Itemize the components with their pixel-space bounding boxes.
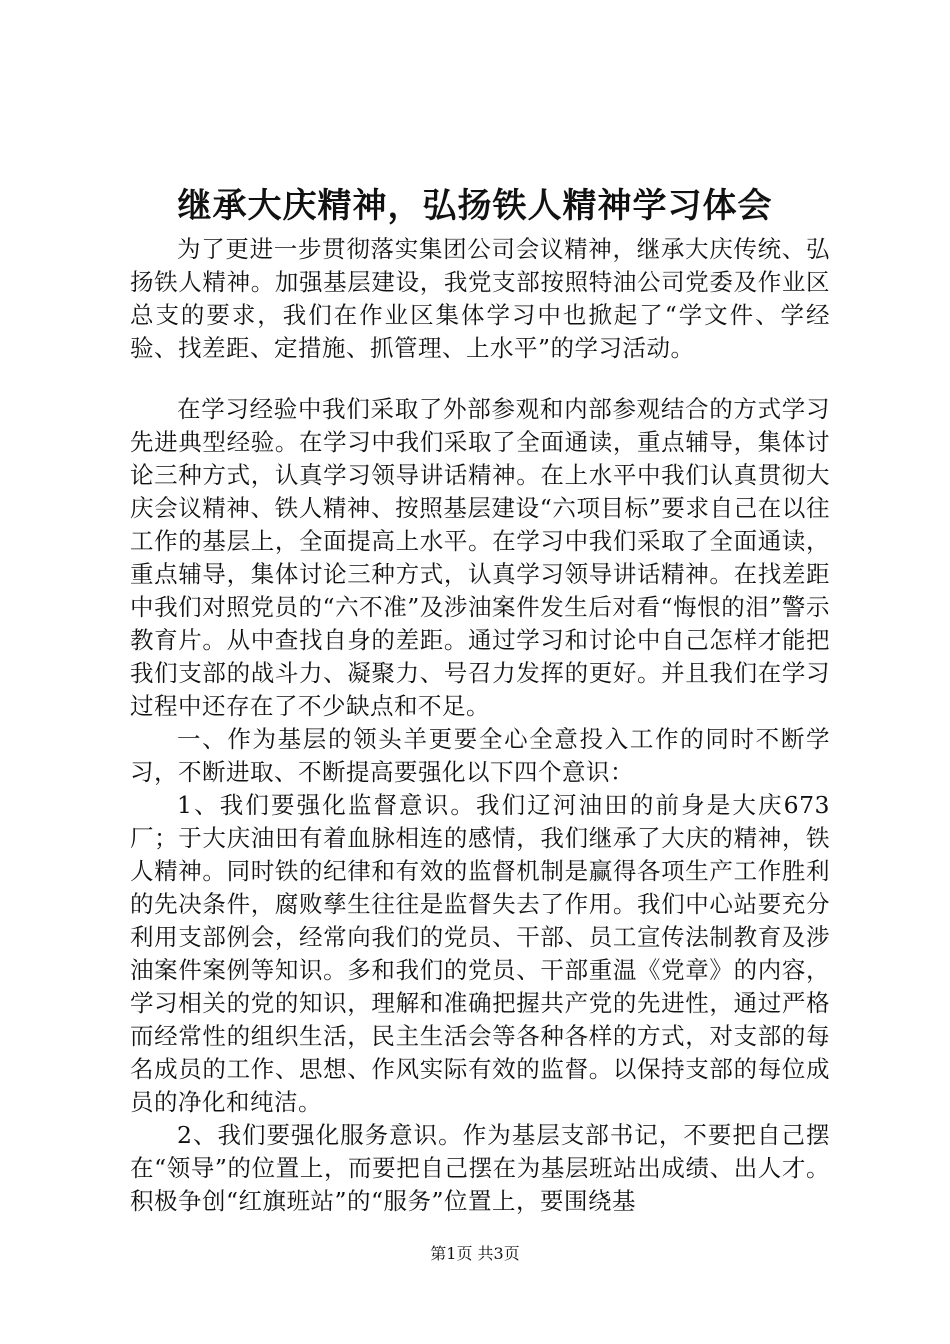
document-body [130, 233, 830, 1218]
paragraph-intro: 为了更进一步贯彻落实集团公司会议精神，继承大庆传统、弘扬铁人精神。加强基层建设，我党支部按照特油公司党委及作业区总支的要求，我们在作业区集体学习中也掀起了“学文件、学经验、找差距、定措施、抓管理、上水平”的学习活动。 [130, 235, 830, 362]
paragraph-section-one: 一、作为基层的领头羊更要全心全意投入工作的同时不断学习，不断进取、不断提高要强化以下四个意识： [130, 725, 830, 786]
paragraph-learning: 在学习经验中我们采取了外部参观和内部参观结合的方式学习先进典型经验。在学习中我们采取了全面通读，重点辅导，集体讨论三种方式，认真学习领导讲话精神。在上水平中我们认真贯彻大庆会议精神、铁人精神、按照基层建设“六项目标”要求自己在以往工作的基层上，全面提高上水平。在学习中我们采取了全面通读，重点辅导，集体讨论三种方式，认真学习领导讲话精神。在找差距中我们对照党员的“六不准”及涉油案件发生后对看“悔恨的泪”警示教育片。从中查找自身的差距。通过学习和讨论中自己怎样才能把我们支部的战斗力、凝聚力、号召力发挥的更好。并且我们在学习过程中还存在了不少缺点和不足。 [130, 395, 830, 720]
paragraph-supervision: 1、我们要强化监督意识。我们辽河油田的前身是大庆673厂；于大庆油田有着血脉相连的感情，我们继承了大庆的精神，铁人精神。同时铁的纪律和有效的监督机制是赢得各项生产工作胜利的先决条件，腐败孳生往往是监督失去了作用。我们中心站要充分利用支部例会，经常向我们的党员、干部、员工宣传法制教育及涉油案件案例等知识。多和我们的党员、干部重温《党章》的内容，学习相关的党的知识，理解和准确把握共产党的先进性，通过严格而经常性的组织生活，民主生活会等各种各样的方式，对支部的每名成员的工作、思想、作风实际有效的监督。以保持支部的每位成员的净化和纯洁。 [130, 791, 830, 1116]
document-title: 继承大庆精神，弘扬铁人精神学习体会 [177, 186, 773, 226]
paragraph-service: 2、我们要强化服务意识。作为基层支部书记，不要把自己摆在“领导”的位置上，而要把自己摆在为基层班站出成绩、出人才。积极争创“红旗班站”的“服务”位置上，要围绕基 [130, 1121, 830, 1215]
page-footer: 第1页 共3页 [430, 1244, 520, 1263]
